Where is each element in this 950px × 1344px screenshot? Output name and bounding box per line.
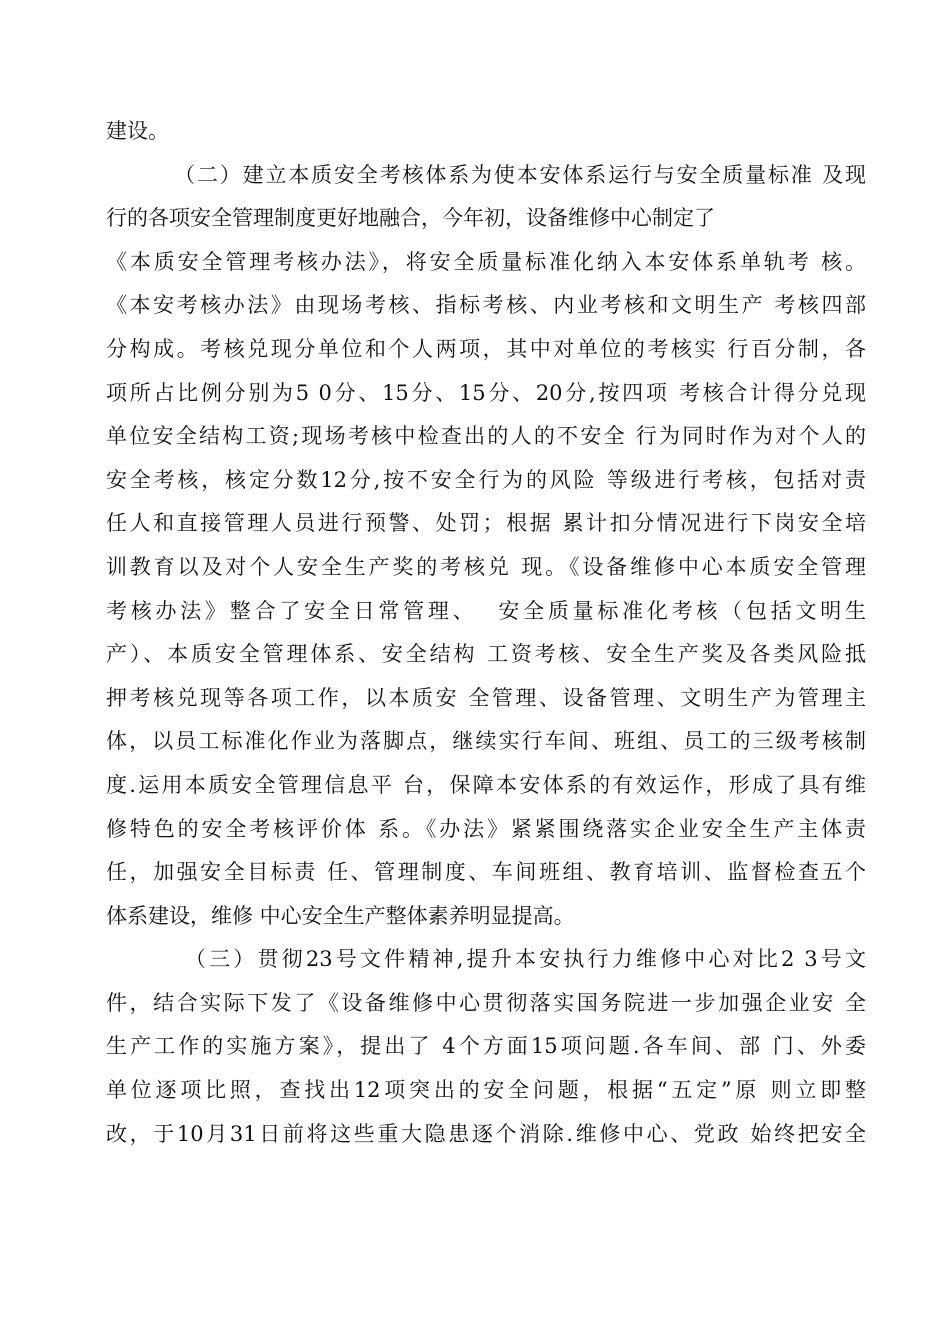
text-line: 体，以员工标准化作业为落脚点，继续实行车间、班组、员工的三级考核制 [106, 729, 866, 754]
text-line: 《本质安全管理考核办法》，将安全质量标准化纳入本安体系单轨考 核。 [106, 249, 866, 274]
text-line: （二）建立本质安全考核体系为使本安体系运行与安全质量标准 及现 [106, 162, 866, 187]
text-line: 单位安全结构工资;现场考核中检查出的人的不安全 行为同时作为对个人的 [106, 424, 866, 449]
text-line: 件，结合实际下发了《设备维修中心贯彻落实国务院进一步加强企业安 全 [106, 990, 866, 1015]
text-line: 项所占比例分别为5 0分、15分、15分、20分,按四项 考核合计得分兑现 [106, 380, 866, 405]
text-line: 修特色的安全考核评价体 系。《办法》紧紧围绕落实企业安全生产主体责 [106, 816, 866, 841]
text-line: 行的各项安全管理制度更好地融合，今年初，设备维修中心制定了 [106, 206, 715, 231]
text-line: 产）、本质安全管理体系、安全结构 工资考核、安全生产奖及各类风险抵 [106, 642, 866, 667]
text-line: 考核办法》整合了安全日常管理、 安全质量标准化考核（包括文明生 [106, 598, 866, 623]
text-line: 度.运用本质安全管理信息平 台，保障本安体系的有效运作，形成了具有维 [106, 772, 866, 797]
text-line: 任人和直接管理人员进行预警、处罚；根据 累计扣分情况进行下岗安全培 [106, 511, 866, 536]
text-line: 单位逐项比照，查找出12项突出的安全问题，根据“五定”原 则立即整 [106, 1078, 866, 1103]
body-text [106, 110, 866, 1156]
text-line: 押考核兑现等各项工作，以本质安 全管理、设备管理、文明生产为管理主 [106, 685, 866, 710]
text-line: 改，于10月31日前将这些重大隐患逐个消除.维修中心、党政 始终把安全 [106, 1121, 866, 1146]
text-line: 建设。 [106, 119, 169, 143]
text-line: 训教育以及对个人安全生产奖的考核兑 现。《设备维修中心本质安全管理 [106, 554, 866, 579]
text-line: 《本安考核办法》由现场考核、指标考核、内业考核和文明生产 考核四部 [106, 293, 866, 318]
text-line: （三）贯彻23号文件精神,提升本安执行力维修中心对比2 3号文 [106, 947, 866, 972]
text-line: 体系建设，维修 中心安全生产整体素养明显提高。 [106, 903, 575, 928]
text-line: 分构成。考核兑现分单位和个人两项，其中对单位的考核实 行百分制，各 [106, 336, 866, 361]
text-line: 任，加强安全目标责 任、管理制度、车间班组、教育培训、监督检查五个 [106, 860, 866, 885]
text-line: 安全考核，核定分数12分,按不安全行为的风险 等级进行考核，包括对责 [106, 467, 866, 492]
text-line: 生产工作的实施方案》，提出了 4个方面15项问题.各车间、部 门、外委 [106, 1034, 866, 1059]
